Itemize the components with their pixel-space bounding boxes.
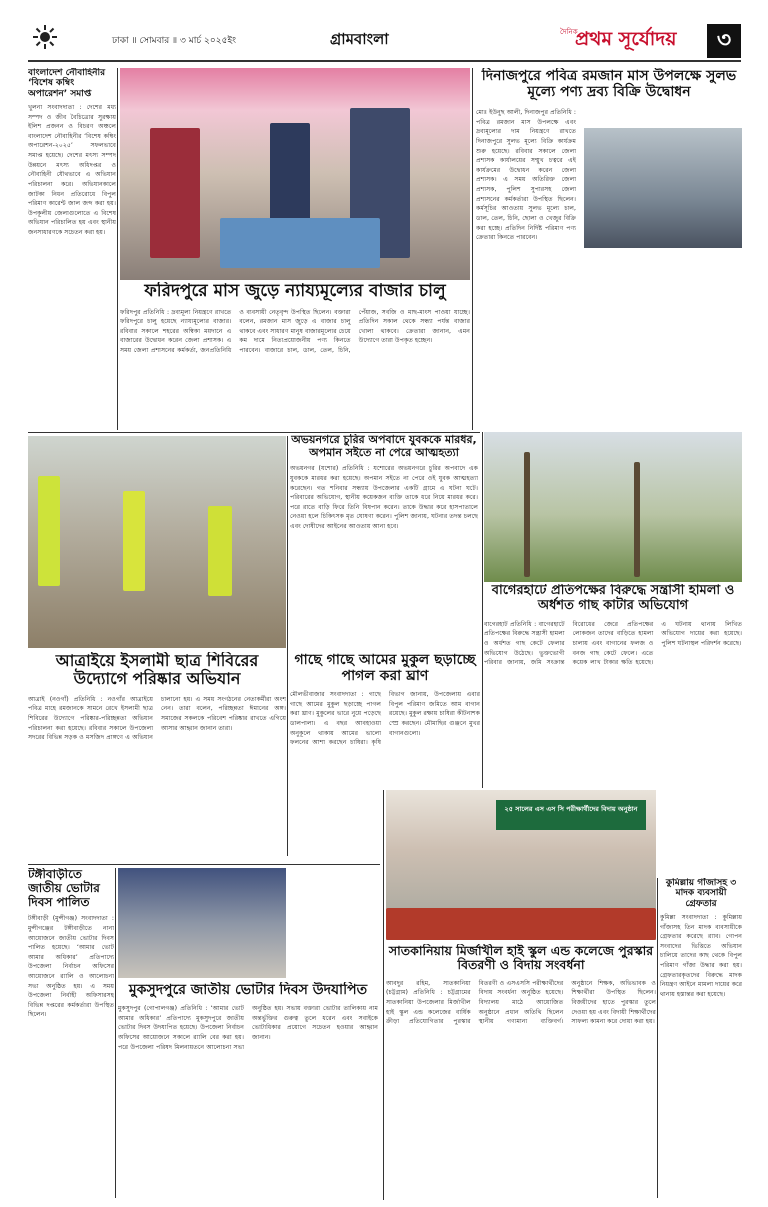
body-tongi: টঙ্গীবাড়ী (মুন্সীগঞ্জ) সংবাদদাতা : মুন্সীগঞ্জের টঙ্গীবাড়ীতে নানা আয়োজনে জাতীয় ভোটার দিবস পালিত হয়েছে। ‘আমার ভোট আমার অধিকার’ প্রতিপাদ্যে উপজেলা নির্বাচন অফিসের আয়োজনে র‍্যালি ও আলোচনা সভা অনুষ্ঠিত হয়। এ সময় উপজেলা নির্বাহী অফিসারসহ বিভিন্ন দপ্তরের কর্মকর্তারা উপস্থিত ছিলেন। (28, 915, 114, 1019)
headline-satkania: সাতকানিয়ায় মির্জাখীল হাই স্কুল এন্ড কলেজে পুরস্কার বিতরণী ও বিদায় সংবর্ধনা (388, 944, 654, 973)
date-line: ঢাকা ॥ সোমবার ॥ ৩ মার্চ ২০২৫ইং (112, 36, 236, 46)
section-rule (28, 864, 380, 865)
headline-muksudpur: মুকসুদপুরে জাতীয় ভোটার দিবস উদযাপিত (128, 982, 368, 998)
headline-mango: গাছে গাছে আমের মুকুল ছড়াচ্ছে পাগল করা ঘ্রাণ (294, 652, 476, 685)
header-rule (28, 60, 741, 62)
article-satkania (386, 944, 656, 1200)
column-rule (287, 436, 288, 856)
photo-satkania-school (386, 790, 656, 940)
body-navy: খুলনা সংবাদদাতা : দেশের মধ্য সম্পদ ও জীব বৈচিত্র্যের সুরক্ষায় ইলিশ প্রজনন ও বিচরণ অঞ্চলে বাংলাদেশ নৌবাহিনীর ‘বিশেষ কম্বিং অপারেশন-২০২৫’ সফলভাবে সমাপ্ত হয়েছে। দেশের মৎস্য সম্পদ উন্নয়নে মৎস্য অধিদপ্তর ও নৌবাহিনী যৌথভাবে এ অভিযান পরিচালনা করে। অভিযানকালে জাটকা নিধন প্রতিরোধে বিপুল পরিমাণ কারেন্ট জাল জব্দ করা হয়। উপকূলীয় জেলাগুলোতে এ বিশেষ অভিযান পরিচালিত হয় এবং স্থানীয় জনসাধারণকে সচেতন করা হয়। (28, 104, 116, 236)
body-ganja: কুমিল্লা সংবাদদাতা : কুমিল্লায় গাঁজাসহ তিন মাদক ব্যবসায়ীকে গ্রেফতার করেছে র‌্যাব। গোপন সংবাদের ভিত্তিতে অভিযান চালিয়ে তাদের কাছ থেকে বিপুল পরিমাণ গাঁজা উদ্ধার করা হয়। গ্রেফতারকৃতদের বিরুদ্ধে মাদক নিয়ন্ত্রণ আইনে মামলা দায়ের করে থানায় হস্তান্তর করা হয়েছে। (660, 914, 742, 998)
body-assault: অভয়নগর (যশোর) প্রতিনিধি : যশোরের অভয়নগরে চুরির অপবাদে এক যুবককে মারধর করা হয়েছে। অপমান সইতে না পেরে ওই যুবক আত্মহত্যা করেছেন। গত শনিবার সন্ধ্যায় উপজেলার একটি গ্রামে এ ঘটনা ঘটে। পরিবারের অভিযোগ, স্থানীয় কয়েকজন ব্যক্তি তাকে ধরে নিয়ে মারধর করে। পরে রাতে বাড়ি ফিরে তিনি বিষপান করেন। তাকে উদ্ধার করে হাসপাতালে নেওয়া হলে চিকিৎসক মৃত ঘোষণা করেন। পুলিশ জানায়, ঘটনার তদন্ত চলছে এবং দোষীদের আইনের আওতায় আনা হবে। (290, 465, 478, 530)
body-mango: মৌলভীবাজার সংবাদদাতা : গাছে গাছে আমের মুকুল ছড়াচ্ছে পাগল করা ঘ্রাণ। মুকুলের ভারে নুয়ে পড়েছে ডালপালা। এ বছর আবহাওয়া অনুকূলে থাকায় আমের ভালো ফলনের আশা করছেন চাষিরা। কৃষি বিভাগ জানায়, উপজেলায় এবার বিপুল পরিমাণ জমিতে আম বাগান রয়েছে। মুকুল রক্ষায় চাষিরা কীটনাশক স্প্রে করছেন। মৌমাছির গুঞ্জনে মুখর বাগানগুলো। (290, 691, 480, 747)
article-faridpur (120, 282, 470, 430)
headline-shibir: আত্রাইয়ে ইসলামী ছাত্র শিবিরের উদ্যোগে পরিষ্কার অভিযান (55, 652, 259, 689)
headline-assault: অভয়নগরে চুরির অপবাদে যুবককে মারধর, অপমান সইতে না পেরে আত্মহত্যা (291, 434, 477, 459)
body-shibir: আত্রাই (নওগাঁ) প্রতিনিধি : নওগাঁর আত্রাইয়ে পবিত্র মাহে রমজানকে সামনে রেখে ইসলামী ছাত্র শিবিরের উদ্যোগে পরিষ্কার-পরিচ্ছন্নতা অভিযান পরিচালনা করা হয়েছে। রবিবার সকালে উপজেলা সদরের বিভিন্ন সড়ক ও মসজিদ প্রাঙ্গণে এ অভিযান চালানো হয়। এ সময় সংগঠনের নেতাকর্মীরা অংশ নেন। তারা বলেন, পরিচ্ছন্নতা ঈমানের অঙ্গ। সমাজের সকলকে পরিবেশ পরিষ্কার রাখতে এগিয়ে আসার আহ্বান জানান তারা। (28, 695, 286, 742)
satkania-banner-text: ২৫ সালের এস এস সি পরীক্ষার্থীদের বিদায় অনুষ্ঠান (504, 805, 638, 813)
photo-bagerhat-trees (484, 432, 742, 582)
photo-voter-day (118, 868, 286, 978)
logo-small: দৈনিক (560, 28, 578, 36)
newspaper-logo: প্রথম সূর্যোদয় (575, 28, 677, 50)
sun-emblem-icon (32, 24, 58, 50)
article-muksudpur (118, 982, 378, 1200)
column-rule (115, 868, 116, 1198)
article-shibir (28, 652, 286, 864)
page-number: ৩ (716, 28, 732, 53)
headline-navy: বাংলাদেশ নৌবাহিনীর ‘বিশেষ কম্বিং অপারেশন’ সমাপ্ত (28, 68, 106, 99)
headline-dinajpur: দিনাজপুরে পবিত্র রমজান মাস উপলক্ষে সুলভ মূল্যে পণ্য দ্রব্য বিক্রি উদ্বোধন (481, 68, 737, 101)
headline-tongi: টঙ্গীবাড়ীতে জাতীয় ভোটার দিবস পালিত (28, 868, 100, 909)
headline-faridpur: ফরিদপুরে মাস জুড়ে ন্যায্যমূল্যের বাজার চালু (144, 282, 446, 301)
headline-ganja: কুমিল্লায় গাঁজাসহ ৩ মাদক ব্যবসায়ী গ্রেফতার (665, 878, 737, 909)
body-bagerhat: বাগেরহাট প্রতিনিধি : বাগেরহাটে প্রতিপক্ষের বিরুদ্ধে সন্ত্রাসী হামলা ও অর্ধশত গাছ কেটে ফেলার অভিযোগ উঠেছে। ভুক্তভোগী পরিবার জানায়, জমি সংক্রান্ত বিরোধের জেরে প্রতিপক্ষের লোকজন তাদের বাড়িতে হামলা চালায় এবং বাগানের ফলজ ও বনজ গাছ কেটে ফেলে। এতে কয়েক লাখ টাকার ক্ষতি হয়েছে। এ ঘটনায় থানায় লিখিত অভিযোগ দায়ের করা হয়েছে। পুলিশ ঘটনাস্থল পরিদর্শন করেছে। (484, 620, 742, 667)
article-tongi (28, 868, 114, 1198)
masthead (0, 0, 768, 66)
photo-dinajpur (584, 128, 742, 248)
column-rule (117, 68, 118, 430)
article-navy (28, 68, 116, 430)
article-dinajpur (476, 68, 742, 430)
article-ganja (660, 878, 742, 1198)
article-assault (290, 434, 478, 644)
column-rule (657, 878, 658, 1198)
column-rule (383, 790, 384, 1200)
satkania-banner (496, 800, 646, 830)
section-rule (28, 432, 480, 433)
body-faridpur: ফরিদপুর প্রতিনিধি : দ্রব্যমূল্য নিয়ন্ত্রণে রাখতে ফরিদপুরে চালু হয়েছে ন্যায্যমূল্যের বাজার। রবিবার সকালে শহরের অম্বিকা ময়দানে এ বাজারের উদ্বোধন করেন জেলা প্রশাসক। এ সময় জেলা প্রশাসনের কর্মকর্তা, জনপ্রতিনিধি ও ব্যবসায়ী নেতৃবৃন্দ উপস্থিত ছিলেন। বক্তারা বলেন, রমজান মাস জুড়ে এ বাজার চালু থাকবে এবং সাধারণ মানুষ বাজারমূল্যের চেয়ে কম দামে নিত্যপ্রয়োজনীয় পণ্য কিনতে পারবেন। বাজারে চাল, ডাল, তেল, চিনি, পেঁয়াজ, সবজি ও মাছ-মাংস পাওয়া যাচ্ছে। প্রতিদিন সকাল থেকে সন্ধ্যা পর্যন্ত বাজার খোলা থাকবে। ক্রেতারা জানান, এমন উদ্যোগে তারা উপকৃত হচ্ছেন। (120, 308, 470, 354)
photo-faridpur-market (120, 68, 470, 280)
section-title: গ্রামবাংলা (330, 30, 389, 48)
headline-bagerhat: বাগেরহাটে প্রতিপক্ষের বিরুদ্ধে সন্ত্রাসী হামলা ও অর্ধশত গাছ কাটার অভিযোগ (491, 584, 735, 613)
column-rule (482, 432, 483, 788)
column-rule (472, 68, 473, 430)
page-number-badge (707, 24, 741, 58)
photo-cleaning-drive (28, 436, 286, 648)
body-satkania: আবদুর রহিম, সাতকানিয়া (চট্টগ্রাম) প্রতিনিধি : চট্টগ্রামের সাতকানিয়া উপজেলার মির্জাখীল হাই স্কুল এন্ড কলেজের বার্ষিক ক্রীড়া প্রতিযোগিতার পুরস্কার বিতরণী ও এসএসসি পরীক্ষার্থীদের বিদায় সংবর্ধনা অনুষ্ঠিত হয়েছে। বিদ্যালয় মাঠে আয়োজিত অনুষ্ঠানে প্রধান অতিথি ছিলেন স্থানীয় গণ্যমান্য ব্যক্তিবর্গ। অনুষ্ঠানে শিক্ষক, অভিভাবক ও শিক্ষার্থীরা উপস্থিত ছিলেন। বিজয়ীদের হাতে পুরস্কার তুলে দেওয়া হয় এবং বিদায়ী শিক্ষার্থীদের সাফল্য কামনা করে দোয়া করা হয়। (386, 979, 656, 1026)
body-muksudpur: মুকসুদপুর (গোপালগঞ্জ) প্রতিনিধি : ‘আমার ভোট আমার অধিকার’ প্রতিপাদ্যে মুকসুদপুরে জাতীয় ভোটার দিবস উদযাপিত হয়েছে। উপজেলা নির্বাচন অফিসের আয়োজনে সকালে র‍্যালি বের করা হয়। পরে উপজেলা পরিষদ মিলনায়তনে আলোচনা সভা অনুষ্ঠিত হয়। সভায় বক্তারা ভোটার তালিকায় নাম অন্তর্ভুক্তির গুরুত্ব তুলে ধরেন এবং সবাইকে ভোটাধিকার প্রয়োগে সচেতন হওয়ার আহ্বান জানান। (118, 1005, 378, 1051)
body-dinajpur: মোঃ ইউনুছ আলী, দিনাজপুর প্রতিনিধি : পবিত্র রমজান মাস উপলক্ষে এবং দ্রব্যমূল্যের দাম নিয়ন্ত্রণে রাখতে দিনাজপুরে সুলভ মূল্যে বিক্রি কার্যক্রম শুরু হয়েছে। রবিবার সকালে জেলা প্রশাসক কার্যালয়ের সম্মুখ চত্বরে এই কার্যক্রমের উদ্বোধন করেন জেলা প্রশাসক। এ সময় অতিরিক্ত জেলা প্রশাসক, পুলিশ সুপারসহ জেলা প্রশাসনের কর্মকর্তারা উপস্থিত ছিলেন। কর্মসূচির আওতায় সুলভ মূল্যে চাল, ডাল, তেল, চিনি, ছোলা ও খেজুর বিক্রি করা হচ্ছে। প্রতিদিন নির্দিষ্ট পরিমাণ পণ্য ক্রেতারা কিনতে পারবেন। (476, 109, 576, 242)
